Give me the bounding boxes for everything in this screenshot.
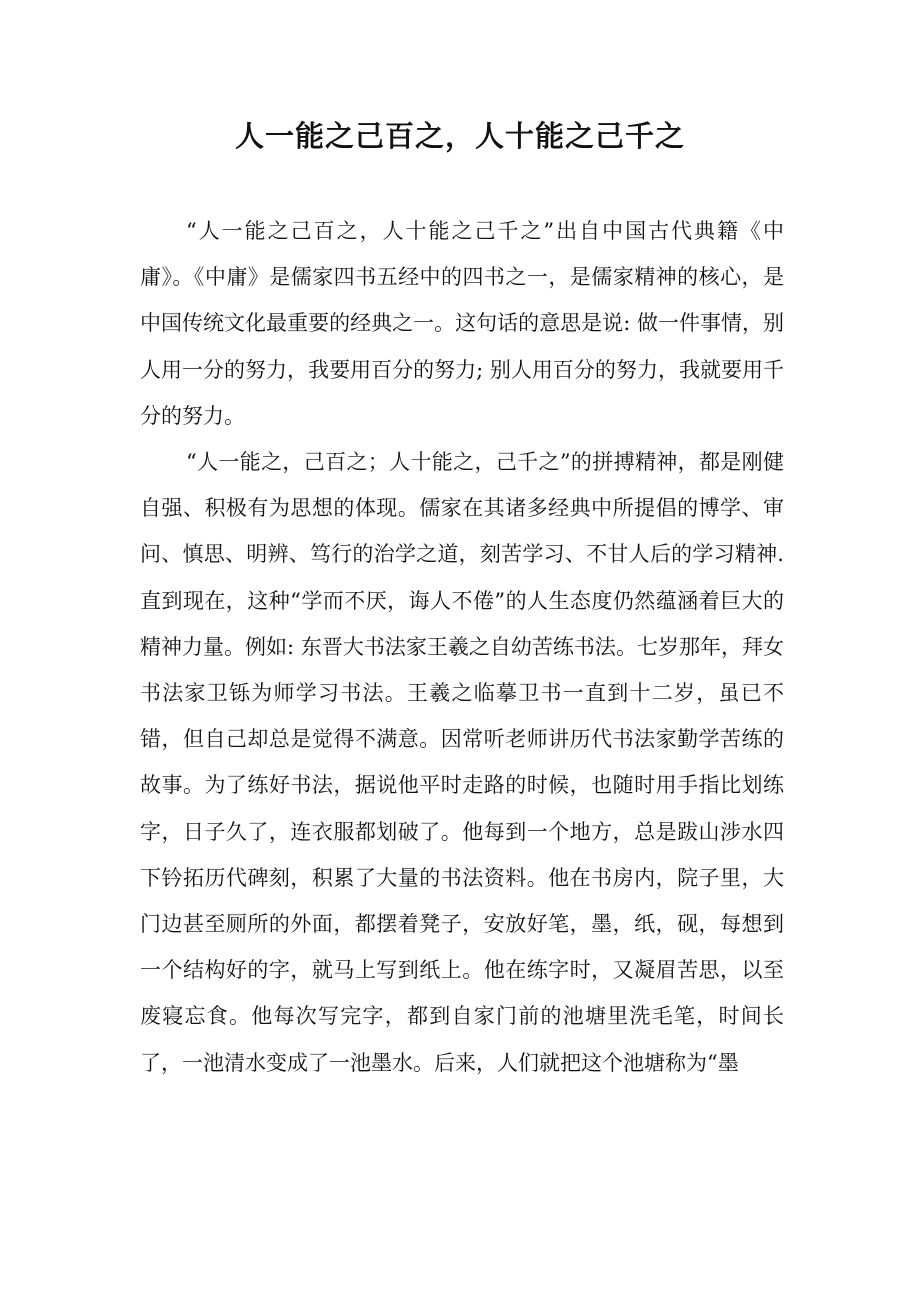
paragraph-1: “人一能之己百之，人十能之己千之”出自中国古代典籍《中庸》。《中庸》是儒家四书五经中的四书之一，是儒家精神的核心，是中国传统文化最重要的经典之一。这句话的意思是说: 做一件事情，别人用一分的努力，我要用百分的努力; 别人用百分的努力，我就要用千分的努力。 — [140, 219, 784, 428]
paragraph-2: “人一能之，己百之；人十能之，己千之”的拼搏精神，都是刚健自强、积极有为思想的体现。儒家在其诸多经典中所提倡的博学、审问、慎思、明辨、笃行的治学之道，刻苦学习、不甘人后的学习精神. 直到现在，这种“学而不厌，诲人不倦”的人生态度仍然蕴涵着巨大的精神力量。例如: 东晋大书法家王羲之自幼苦练书法。七岁那年，拜女书法家卫铄为师学习书法。王羲之临摹卫书一直到十二岁，虽已不错，但自己却总是觉得不满意。因常听老师讲历代书法家勤学苦练的故事。为了练好书法，据说他平时走路的时候，也随时用手指比划练字，日子久了，连衣服都划破了。他每到一个地方，总是跋山涉水四下钤拓历代碑刻，积累了大量的书法资料。他在书房内，院子里，大门边甚至厕所的外面，都摆着凳子，安放好笔，墨，纸，砚，每想到一个结构好的字，就马上写到纸上。他在练字时，又凝眉苦思，以至废寝忘食。他每次写完字，都到自家门前的池塘里洗毛笔，时间长了，一池清水变成了一池墨水。后来，人们就把这个池塘称为“墨 — [140, 450, 784, 1075]
document-title: 人一能之己百之，人十能之己千之 — [234, 119, 685, 153]
document-body — [140, 208, 784, 1086]
